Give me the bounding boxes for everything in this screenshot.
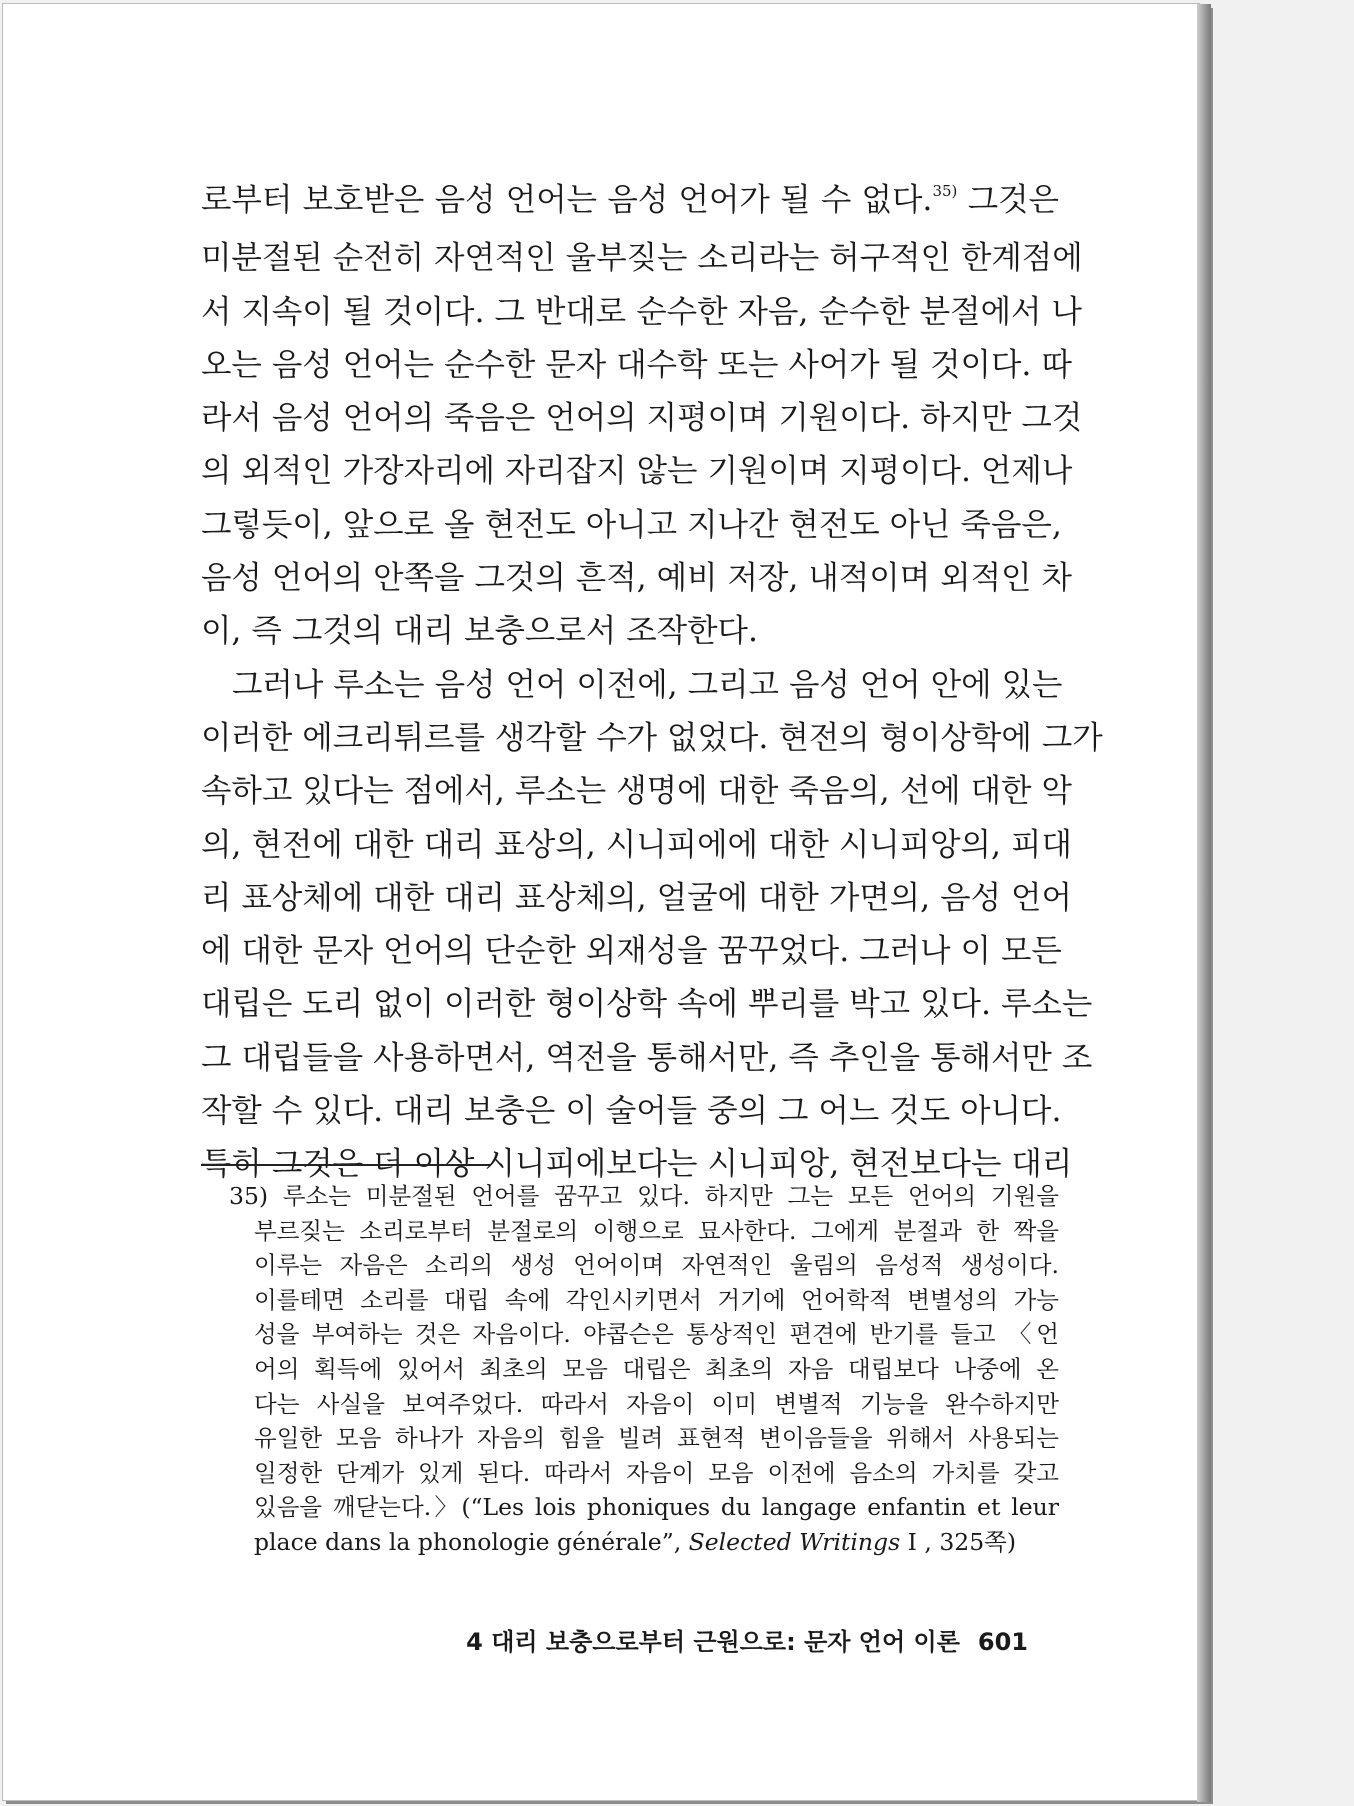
footnote-line: place dans la phonologie générale”, Selected Writings I , 325쪽)	[254, 1527, 1017, 1556]
body-line: 음성 언어의 안쪽을 그것의 흔적, 예비 저장, 내적이며 외적인 차	[201, 560, 1072, 597]
body-line: 의, 현전에 대한 대리 표상의, 시니피에에 대한 시니피앙의, 피대	[201, 826, 1072, 863]
body-line: 에 대한 문자 언어의 단순한 외재성을 꿈꾸었다. 그러나 이 모든	[201, 933, 1062, 970]
footnote-line: 유일한 모음 하나가 자음의 힘을 빌려 표현적 변이음들을 위해서 사용되는	[254, 1424, 1059, 1453]
cited-title: Selected Writings	[688, 1527, 901, 1556]
footnote-line: 있음을 깨닫는다.〉(“Les lois phoniques du langage enfantin et leur	[254, 1493, 1059, 1522]
footnote-line: 이루는 자음은 소리의 생성 언어이며 자연적인 울림의 음성적 생성이다.	[254, 1251, 1059, 1280]
body-line: 로부터 보호받은 음성 언어는 음성 언어가 될 수 없다.$^{35)}$ 그것은	[201, 182, 1059, 218]
body-line: 리 표상체에 대한 대리 표상체의, 얼굴에 대한 가면의, 음성 언어	[201, 879, 1072, 916]
footnote-line: 부르짖는 소리로부터 분절로의 이행으로 묘사한다. 그에게 분절과 한 짝을	[254, 1216, 1059, 1245]
page-edge	[1197, 4, 1211, 1802]
body-line: 미분절된 순전히 자연적인 울부짖는 소리라는 허구적인 한계점에	[201, 240, 1083, 277]
body-line: 의 외적인 가장자리에 자리잡지 않는 기원이며 지평이다. 언제나	[201, 453, 1073, 490]
body-line: 라서 음성 언어의 죽음은 언어의 지평이며 기원이다. 하지만 그것	[201, 400, 1083, 437]
footnote-line: 다는 사실을 보여주었다. 따라서 자음이 이미 변별적 기능을 완수하지만	[254, 1389, 1059, 1418]
body-line: 속하고 있다는 점에서, 루소는 생명에 대한 죽음의, 선에 대한 악	[201, 773, 1072, 810]
body-line: 오는 음성 언어는 순수한 문자 대수학 또는 사어가 될 것이다. 따	[201, 346, 1072, 383]
footnote-reference[interactable]: 35)	[932, 182, 958, 200]
body-line: 이러한 에크리튀르를 생각할 수가 없었다. 현전의 형이상학에 그가	[201, 719, 1103, 756]
body-line: 그러나 루소는 음성 언어 이전에, 그리고 음성 언어 안에 있는	[232, 666, 1063, 703]
footnote-35	[229, 1179, 1059, 1560]
footnote-line: 35) 루소는 미분절된 언어를 꿈꾸고 있다. 하지만 그는 모든 언어의 기원을	[229, 1182, 1059, 1210]
body-text	[201, 174, 1103, 1192]
body-line: 작할 수 있다. 대리 보충은 이 술어들 중의 그 어느 것도 아니다.	[201, 1093, 1062, 1130]
body-line: 대립은 도리 없이 이러한 형이상학 속에 뿌리를 박고 있다. 루소는	[201, 986, 1093, 1023]
footnote-divider	[201, 1164, 491, 1166]
body-line: 서 지속이 될 것이다. 그 반대로 순수한 자음, 순수한 분절에서 나	[201, 293, 1082, 330]
footnote-line: 이를테면 소리를 대립 속에 각인시키면서 거기에 언어학적 변별성의 가능	[254, 1285, 1059, 1314]
body-line: 그렇듯이, 앞으로 올 현전도 아니고 지나간 현전도 아닌 죽음은,	[201, 506, 1062, 543]
page-number: 601	[977, 1628, 1028, 1656]
running-footer	[452, 1622, 1028, 1657]
body-line: 이, 즉 그것의 대리 보충으로서 조작한다.	[201, 613, 758, 650]
body-line: 그 대립들을 사용하면서, 역전을 통해서만, 즉 추인을 통해서만 조	[201, 1039, 1093, 1076]
chapter-title: 4 대리 보충으로부터 근원으로: 문자 언어 이론	[466, 1628, 960, 1656]
footnote-line: 성을 부여하는 것은 자음이다. 야콥슨은 통상적인 편견에 반기를 들고 〈언	[254, 1320, 1059, 1349]
footnote-line: 일정한 단계가 있게 된다. 따라서 자음이 모음 이전에 음소의 가치를 갖고	[254, 1458, 1059, 1487]
body-line: 특히 그것은 더 이상 시니피에보다는 시니피앙, 현전보다는 대리	[201, 1146, 1073, 1183]
footnote-line: 어의 획득에 있어서 최초의 모음 대립은 최초의 자음 대립보다 나중에 온	[254, 1354, 1059, 1383]
